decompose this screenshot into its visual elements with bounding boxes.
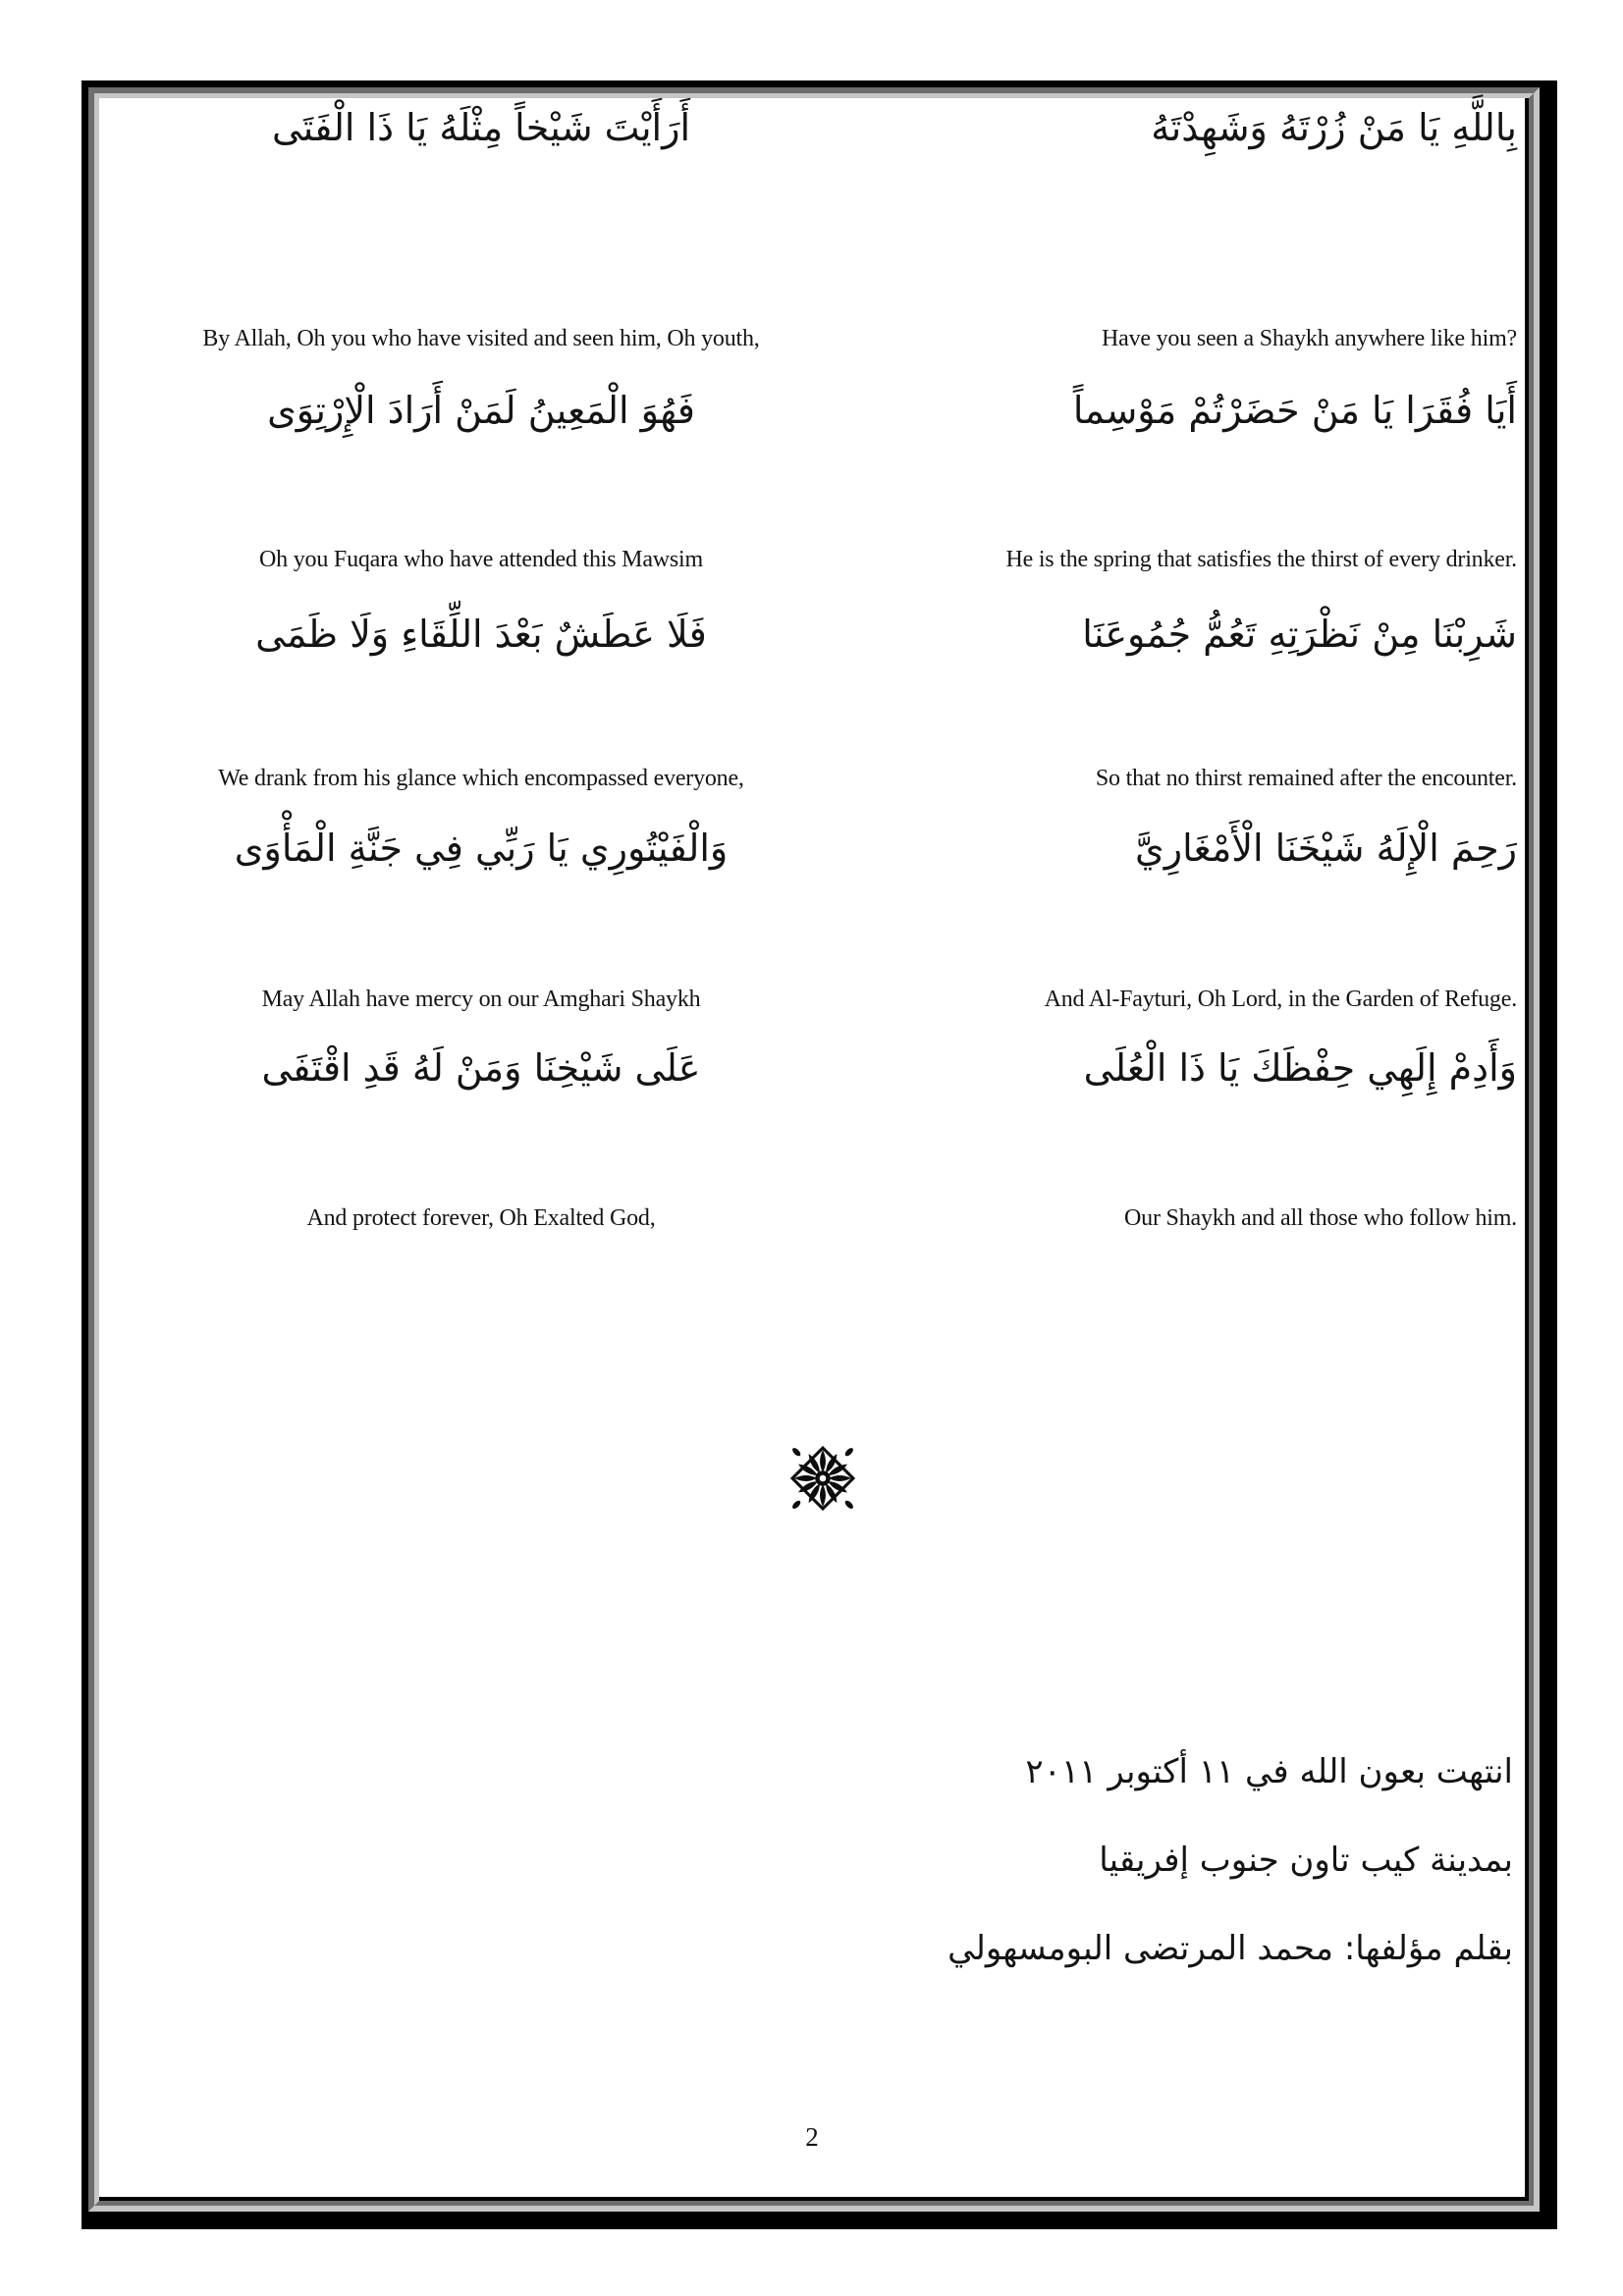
arabic-hemistich-left: أَرَأَيْتَ شَيْخاً مِثْلَهُ يَا ذَا الْفَتَى <box>271 106 691 149</box>
geometric-rosette-icon <box>790 1446 855 1511</box>
english-translation-right: Have you seen a Shaykh anywhere like him? <box>1102 326 1517 351</box>
colophon-completion-date: انتهت بعون الله في ١١ أكتوبر ٢٠١١ <box>1025 1752 1513 1791</box>
english-translation-left: By Allah, Oh you who have visited and seen him, Oh youth, <box>202 326 760 351</box>
arabic-hemistich-right: رَحِمَ الْإِلَهُ شَيْخَنَا الْأَمْغَارِيَّ <box>1134 827 1517 870</box>
arabic-hemistich-right: وَأَدِمْ إِلَهِي حِفْظَكَ يَا ذَا الْعُلَى <box>1083 1046 1517 1090</box>
colophon-author: بقلم مؤلفها: محمد المرتضى البومسهولي <box>947 1929 1513 1968</box>
english-translation-left: We drank from his glance which encompassed everyone, <box>218 766 744 791</box>
english-translation-left: And protect forever, Oh Exalted God, <box>306 1205 656 1231</box>
arabic-hemistich-left: عَلَى شَيْخِنَا وَمَنْ لَهُ قَدِ اقْتَفَى <box>261 1046 701 1090</box>
page-content <box>99 98 1529 2201</box>
arabic-hemistich-left: وَالْفَيْتُورِي يَا رَبِّي فِي جَنَّةِ الْمَأْوَى <box>234 827 729 870</box>
english-translation-right: Our Shaykh and all those who follow him. <box>1124 1205 1517 1231</box>
page-number: 2 <box>805 2122 819 2152</box>
arabic-hemistich-right: بِاللَّهِ يَا مَنْ زُرْتَهُ وَشَهِدْتَهُ <box>1151 106 1517 149</box>
english-translation-left: May Allah have mercy on our Amghari Shaykh <box>261 987 701 1012</box>
frame-bevel-outer <box>88 87 1540 2212</box>
page-border-frame <box>81 80 1557 2229</box>
arabic-hemistich-right: أَيَا فُقَرَا يَا مَنْ حَضَرْتُمْ مَوْسِماً <box>1072 389 1517 432</box>
arabic-hemistich-left: فَهُوَ الْمَعِينُ لَمَنْ أَرَادَ الْإِرْتِوَى <box>267 389 695 432</box>
arabic-hemistich-left: فَلَا عَطَشٌ بَعْدَ اللِّقَاءِ وَلَا ظَمَى <box>255 613 707 656</box>
english-translation-right: And Al-Fayturi, Oh Lord, in the Garden of Refuge. <box>1044 987 1517 1012</box>
english-translation-right: He is the spring that satisfies the thirst of every drinker. <box>1005 547 1517 572</box>
frame-bevel-inner <box>94 93 1534 2206</box>
arabic-hemistich-right: شَرِبْنَا مِنْ نَظْرَتِهِ تَعُمُّ جُمُوعَنَا <box>1082 613 1517 656</box>
english-translation-left: Oh you Fuqara who have attended this Mawsim <box>259 547 703 572</box>
colophon-place: بمدينة كيب تاون جنوب إفريقيا <box>1099 1841 1513 1880</box>
english-translation-right: So that no thirst remained after the encounter. <box>1095 766 1517 791</box>
